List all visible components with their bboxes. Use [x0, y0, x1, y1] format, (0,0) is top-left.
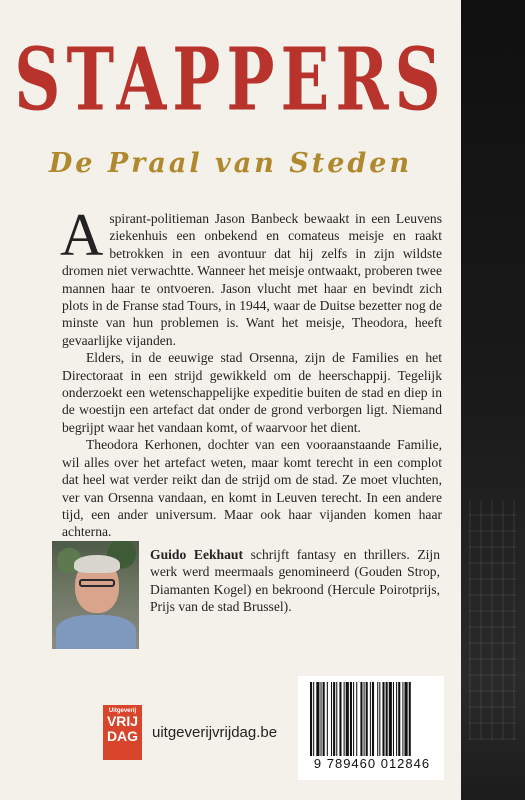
- publisher-website: uitgeverijvrijdag.be: [152, 724, 278, 741]
- blurb-text: [60, 202, 442, 541]
- blurb-paragraph-3: Theodora Kerhonen, dochter van een vooraanstaande Familie, wil alles over het artefact weten, maar komt terecht in een complot dat heel wat verder reikt dan de strijd om de stad. Ze moet vluchten, ver van Orsenna vandaan, en komt in Leuven terecht. In een andere tijd, een ander universum. Maar ook haar vijanden komen haar achterna.: [62, 437, 442, 540]
- author-photo: [52, 541, 139, 649]
- barcode-area: [298, 676, 444, 780]
- blurb-paragraph-1: [60, 202, 442, 349]
- drop-cap: A: [60, 202, 104, 268]
- photo-hair: [74, 555, 120, 573]
- book-subtitle: De Praal van Steden: [48, 148, 413, 179]
- publisher-logo-line1: VRIJ: [106, 713, 139, 729]
- dark-side-strip: [461, 0, 525, 800]
- spine-texture: [469, 500, 517, 740]
- photo-shirt: [56, 615, 136, 649]
- barcode-icon: [310, 682, 432, 756]
- publisher-logo-line2: DAG: [106, 728, 139, 744]
- blurb-paragraph-1-text: spirant-politieman Jason Banbeck bewaakt in een Leuvens ziekenhuis een onbekend en comateus meisje en raakt betrokken in een avontuur dat hij zelfs in zijn wildste dromen niet verwachtte. Wanneer het meisje ontwaakt, proberen twee mannen haar te ontvoeren. Jason vlucht met haar en bevindt zich plots in de Franse stad Tours, in 1944, waar de Duitse bezetter nog de minste van hun problemen is. Want het meisje, Theodora, heeft gevaarlijke vijanden.: [62, 211, 442, 348]
- author-bio-text: schrijft fantasy en thrillers. Zijn werk werd meermaals genomineerd (Gouden Strop, Diamanten Kogel) en bekroond (Hercule Poirotprijs, Prijs van de stad Brussel).: [150, 547, 440, 615]
- author-name: Guido Eekhaut: [150, 547, 243, 562]
- publisher-logo: [103, 705, 142, 760]
- photo-glasses: [79, 579, 115, 587]
- publisher-logo-small: Uitgeverij: [108, 708, 137, 714]
- blurb-paragraph-2: Elders, in de eeuwige stad Orsenna, zijn de Families en het Directoraat in een strijd gewikkeld om de heerschappij. Tegelijk onderzoekt een wetenschappelijke expeditie buiten de stad en diep in de woestijn een artefact dat onder de grond verborgen ligt. Niemand begrijpt waar het vandaan komt, of waarvoor het dient.: [62, 350, 442, 435]
- book-title: STAPPERS: [14, 29, 447, 132]
- author-bio: [150, 546, 440, 616]
- isbn-number: 9 789460 012846: [313, 756, 431, 771]
